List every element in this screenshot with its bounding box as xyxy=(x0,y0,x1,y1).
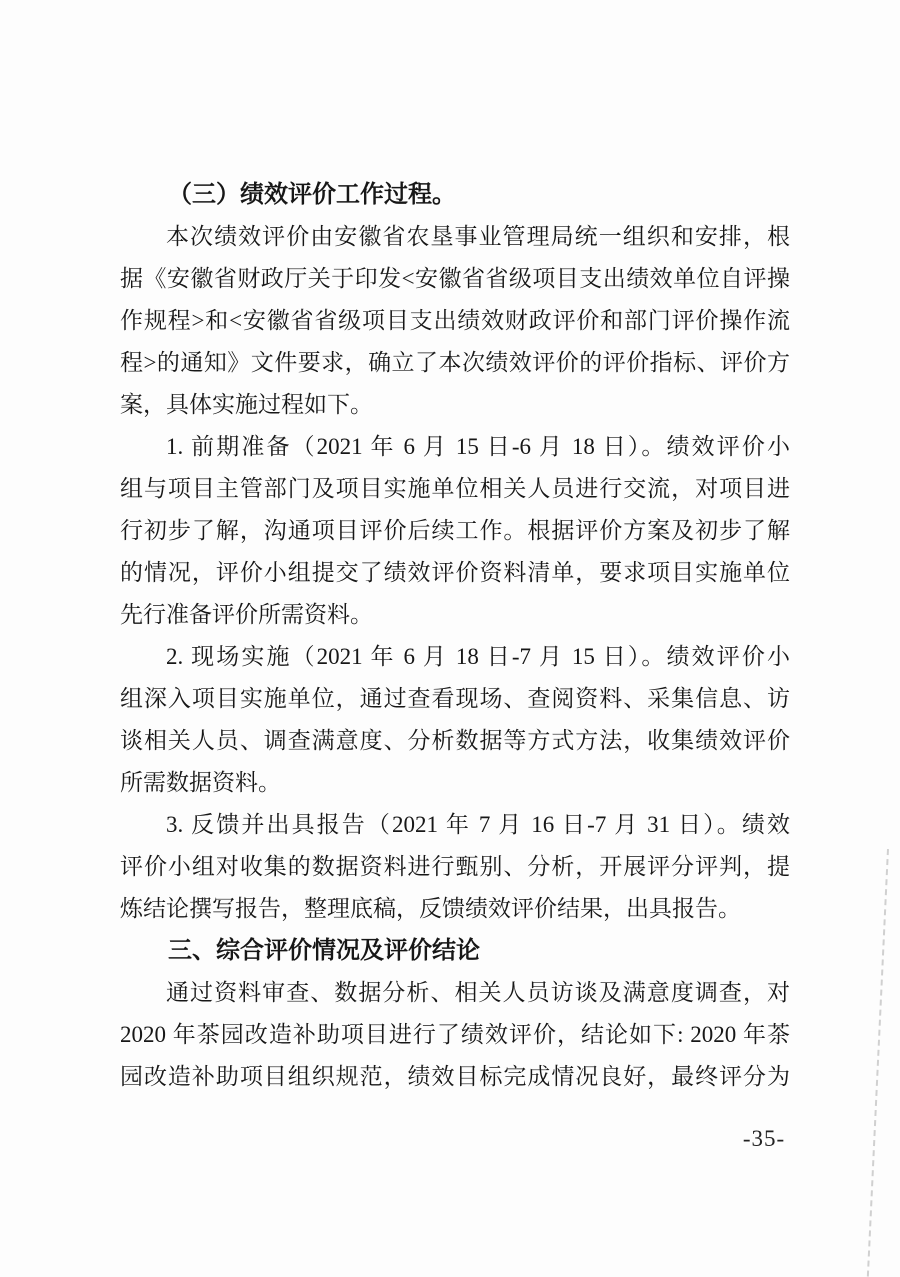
scan-artifact-line xyxy=(867,849,889,1277)
document-body xyxy=(120,174,790,1098)
section-heading: （三）绩效评价工作过程。 xyxy=(168,182,456,208)
paragraph-line: 所需数据资料。 xyxy=(120,770,281,795)
paragraph-line: 炼结论撰写报告，整理底稿，反馈绩效评价结果，出具报告。 xyxy=(120,896,741,921)
paragraph-line: 行初步了解，沟通项目评价后续工作。根据评价方案及初步了解 xyxy=(120,518,790,543)
section-heading: 三、综合评价情况及评价结论 xyxy=(168,938,480,964)
paragraph-line: 谈相关人员、调查满意度、分析数据等方式方法，收集绩效评价 xyxy=(120,728,790,753)
paragraph-line: 通过资料审查、数据分析、相关人员访谈及满意度调查，对 xyxy=(166,980,790,1005)
paragraph-line: 作规程>和<安徽省省级项目支出绩效财政评价和部门评价操作流 xyxy=(120,308,790,333)
paragraph-line: 组与项目主管部门及项目实施单位相关人员进行交流，对项目进 xyxy=(120,476,790,501)
paragraph-line: 组深入项目实施单位，通过查看现场、查阅资料、采集信息、访 xyxy=(120,686,790,711)
paragraph-line: 程>的通知》文件要求，确立了本次绩效评价的评价指标、评价方 xyxy=(120,350,790,375)
paragraph-line: 先行准备评价所需资料。 xyxy=(120,602,373,627)
paragraph-line: 3. 反馈并出具报告（2021 年 7 月 16 日-7 月 31 日）。绩效 xyxy=(166,812,790,837)
paragraph-line: 本次绩效评价由安徽省农垦事业管理局统一组织和安排，根 xyxy=(166,224,790,249)
paragraph-line: 1. 前期准备（2021 年 6 月 15 日-6 月 18 日）。绩效评价小 xyxy=(166,434,790,459)
paragraph-line: 2020 年茶园改造补助项目进行了绩效评价，结论如下: 2020 年茶 xyxy=(120,1022,790,1047)
paragraph-line: 2. 现场实施（2021 年 6 月 18 日-7 月 15 日）。绩效评价小 xyxy=(166,644,790,669)
page-number: -35- xyxy=(742,1126,786,1151)
paragraph-line: 案，具体实施过程如下。 xyxy=(120,392,373,417)
paragraph-line: 园改造补助项目组织规范，绩效目标完成情况良好，最终评分为 xyxy=(120,1064,790,1089)
paragraph-line: 据《安徽省财政厅关于印发<安徽省省级项目支出绩效单位自评操 xyxy=(120,266,790,291)
paragraph-line: 评价小组对收集的数据资料进行甄别、分析，开展评分评判，提 xyxy=(120,854,790,879)
paragraph-line: 的情况，评价小组提交了绩效评价资料清单，要求项目实施单位 xyxy=(120,560,790,585)
